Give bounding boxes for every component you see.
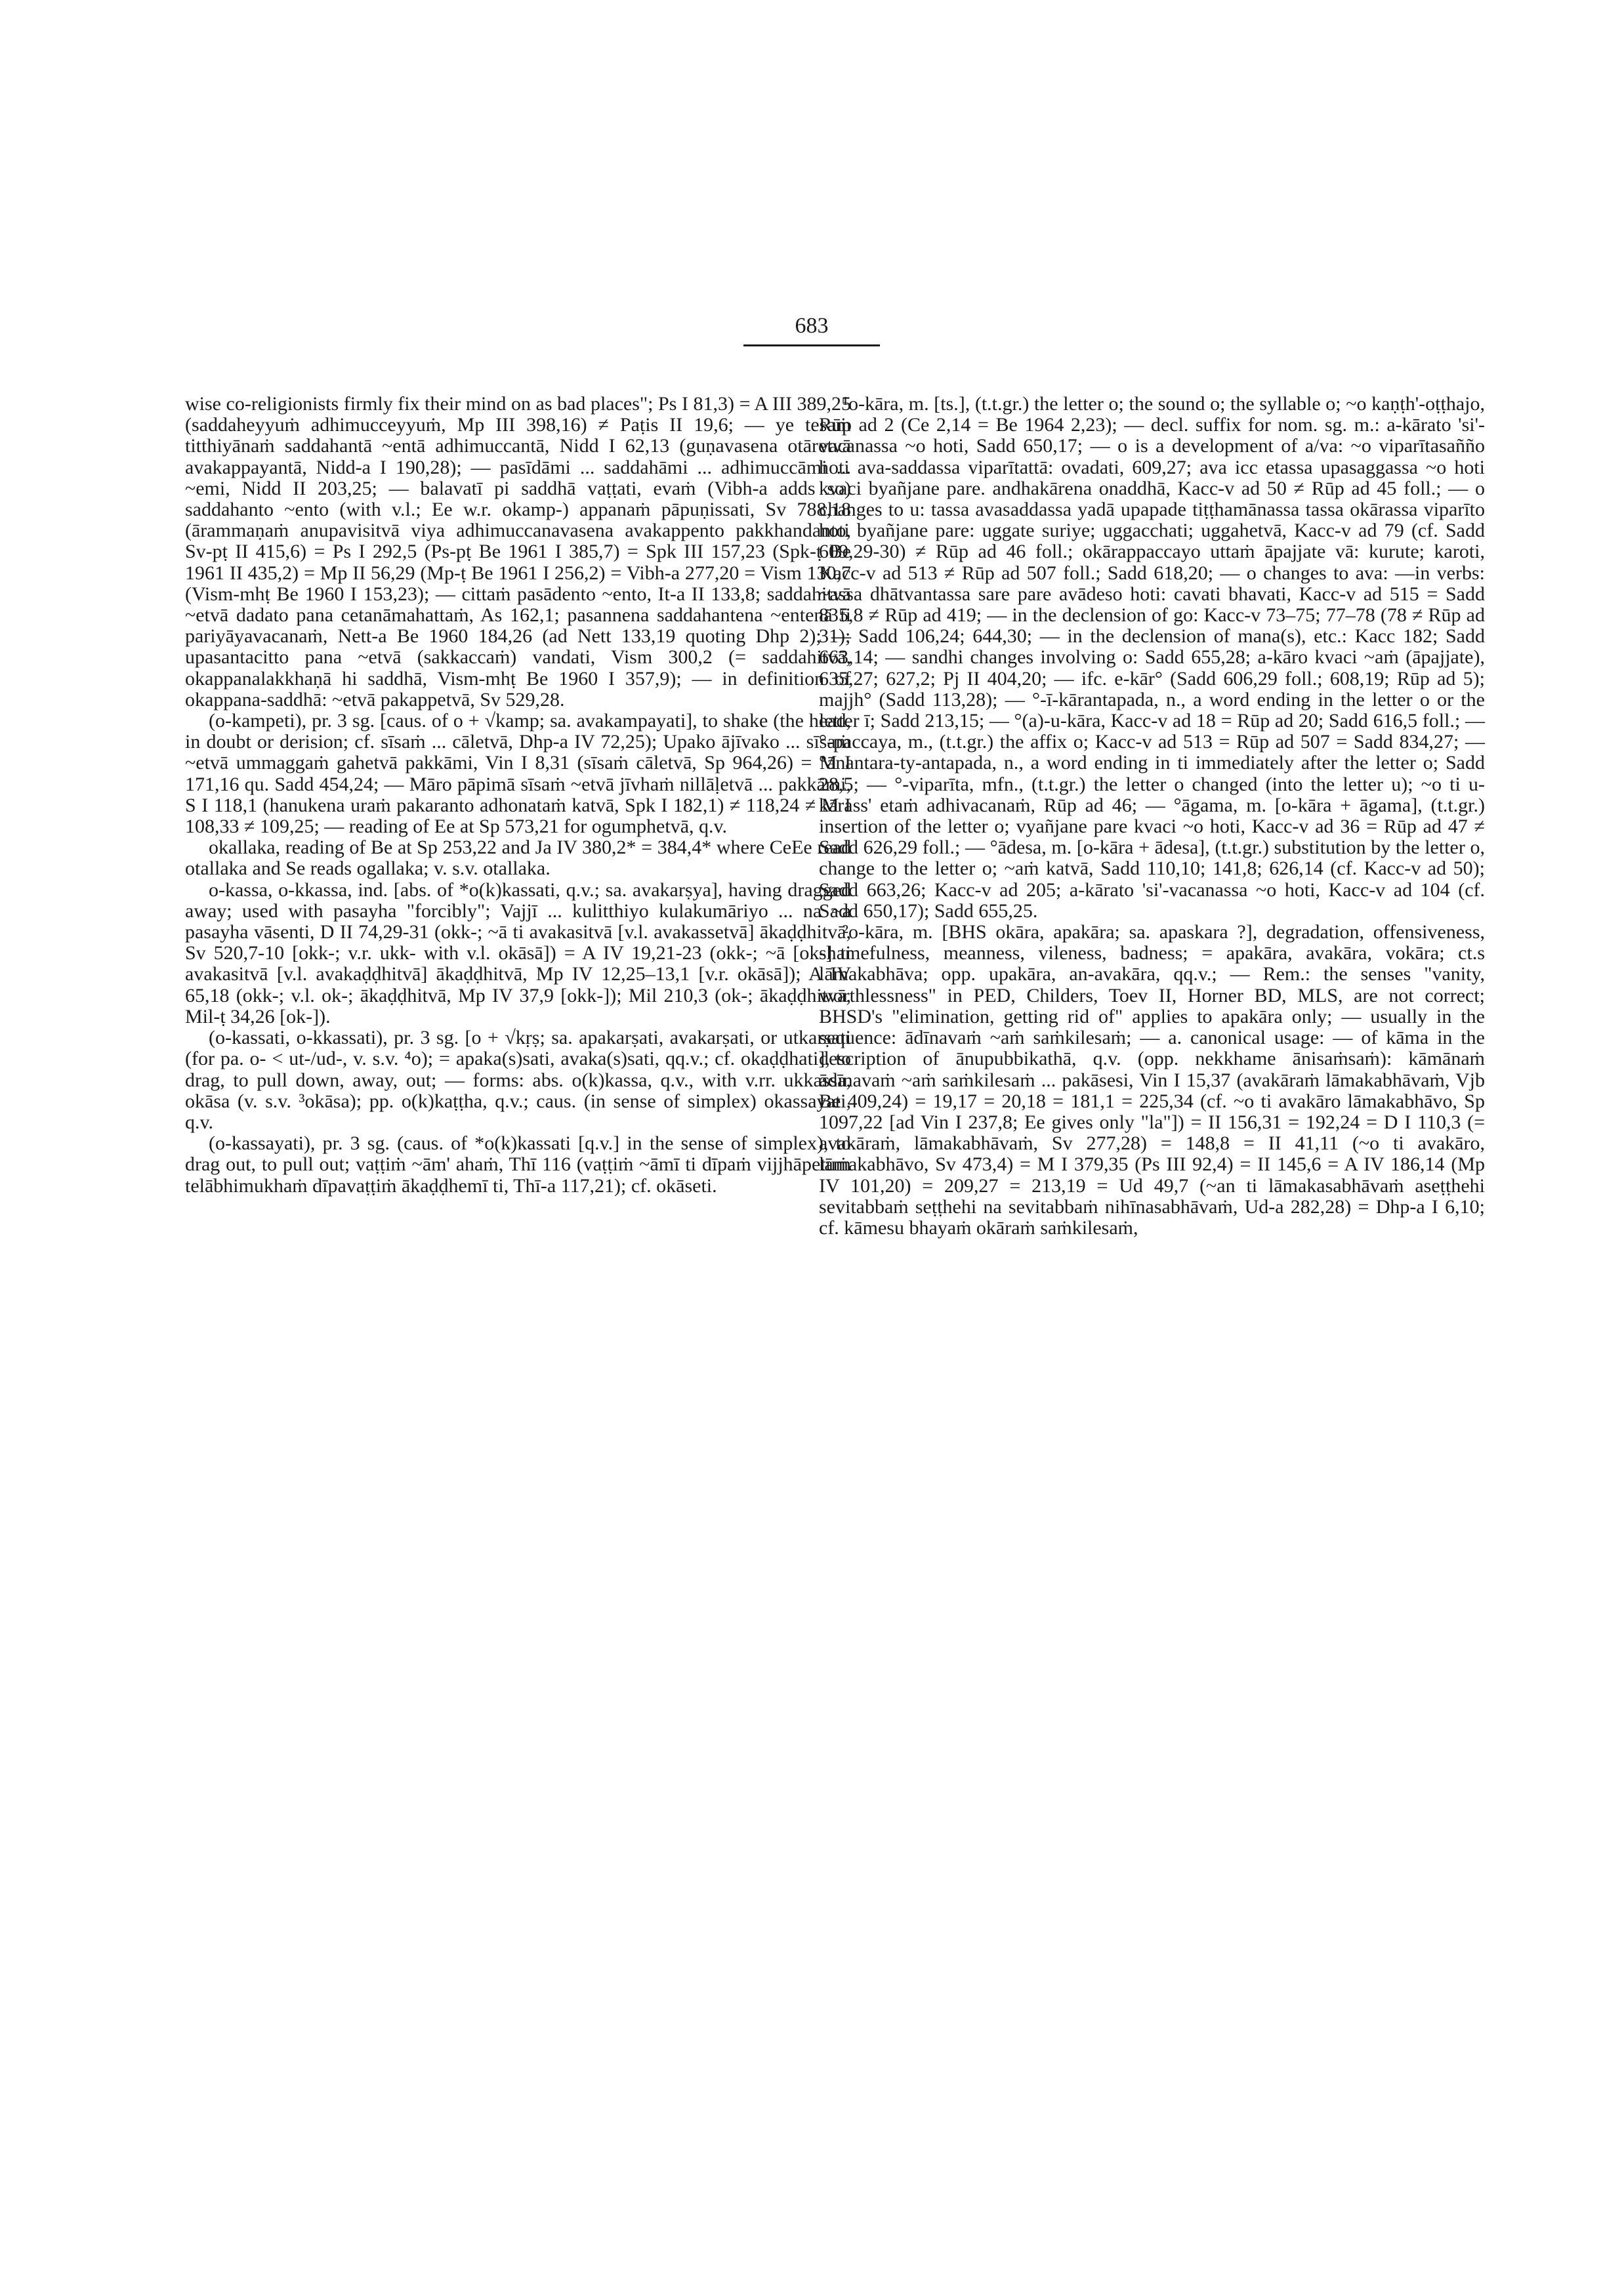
entry-okassayati: (o-kassayati), pr. 3 sg. (caus. of *o(k)kassati [q.v.] in the sense of simplex), to drag out, to pull out; vaṭṭiṁ ~ām' ahaṁ, Thī 116 (vaṭṭiṁ ~āmī ti dīpaṁ vijjhāpetuṁ telābhimukhaṁ dīpavaṭṭiṁ ākaḍḍhemī ti, Thī-a 117,21); cf. okāseti. — [185, 1132, 851, 1197]
entry-okassati: (o-kassati, o-kkassati), pr. 3 sg. [o + √kṛṣ; sa. apakarṣati, avakarṣati, or utkarṣati (for pa. o- < ut-/ud-, v. s.v. ⁴o); = apaka(s)sati, avaka(s)sati, qq.v.; cf. okaḍḍhati], to drag, to pull down, away, out; — forms: abs. o(k)kassa, q.v., with v.rr. ukkassa, okāsa (v. s.v. ³okāsa); pp. o(k)kaṭṭha, q.v.; caus. (in sense of simplex) okassayati, q.v. — [185, 1027, 851, 1133]
left-column — [185, 394, 851, 1197]
page-number: 683 — [795, 314, 829, 338]
entry-okara-1: ¹o-kāra, m. [ts.], (t.t.gr.) the letter o; the sound o; the syllable o; ~o kaṇṭh'-oṭṭhajo, Rūp ad 2 (Ce 2,14 = Be 1964 2,23); — decl. suffix for nom. sg. m.: a-kārato 'si'-vacanassa ~o hoti, Sadd 650,17; — o is a development of a/va: ~o viparītasañño hoti ava-saddassa viparītattā: ovadati, 609,27; ava icc etassa upasaggassa ~o hoti kvaci byañjane pare. andhakārena onaddhā, Kacc-v ad 50 ≠ Rūp ad 45 foll.; — o changes to u: tassa avasaddassa yadā upapade tiṭṭhamānassa tassa okārassa viparīto hoti byañjane pare: uggate suriye; uggacchati; uggahetvā, Kacc-v ad 79 (cf. Sadd 609,29-30) ≠ Rūp ad 46 foll.; okārappaccayo uttaṁ āpajjate vā: kurute; karoti, Kacc-v ad 513 ≠ Rūp ad 507 foll.; Sadd 618,20; — o changes to ava: —in verbs: ~assa dhātvantassa sare pare avādeso hoti: cavati bhavati, Kacc-v ad 515 = Sadd 835,8 ≠ Rūp ad 419; — in the declension of go: Kacc-v 73–75; 77–78 (78 ≠ Rūp ad 31); Sadd 106,24; 644,30; — in the declension of mana(s), etc.: Kacc 182; Sadd 663,14; — sandhi changes involving o: Sadd 655,28; a-kāro kvaci ~aṁ (āpajjate), 635,27; 627,2; Pj II 404,20; — ifc. e-kār° (Sadd 606,29 foll.; 608,19; Rūp ad 5); majjh° (Sadd 113,28); — °-ī-kārantapada, n., a word ending in the letter o or the letter ī; Sadd 213,15; — °(a)-u-kāra, Kacc-v ad 18 = Rūp ad 20; Sadd 616,5 foll.; — °-paccaya, m., (t.t.gr.) the affix o; Kacc-v ad 513 = Rūp ad 507 = Sadd 834,27; — °ānantara-ty-antapada, n., a word ending in ti immediately after the letter o; Sadd 28,5; — °-viparīta, mfn., (t.t.gr.) the letter o changed (into the letter u); ~o ti u-kārass' etaṁ adhivacanaṁ, Rūp ad 46; — °āgama, m. [o-kāra + āgama], (t.t.gr.) insertion of the letter o; vyañjane pare kvaci ~o hoti, Kacc-v ad 36 = Rūp ad 47 ≠ Sadd 626,29 foll.; — °ādesa, m. [o-kāra + ādesa], (t.t.gr.) substitution by the letter o, change to the letter o; ~aṁ katvā, Sadd 110,10; 141,8; 626,14 (cf. Kacc-v ad 50); Sadd 663,26; Kacc-v ad 205; a-kārato 'si'-vacanassa ~o hoti, Kacc-v ad 104 (cf. Sadd 650,17); Sadd 655,25. — [819, 393, 1485, 922]
entry-okassa: o-kassa, o-kkassa, ind. [abs. of *o(k)kassati, q.v.; sa. avakarṣya], having dragged away; used with pasayha "forcibly"; Vajjī ... kulitthiyo kulakumāriyo ... na ~a pasayha vāsenti, D II 74,29-31 (okk-; ~ā ti avakasitvā [v.l. avakassetvā] ākaḍḍhitvā, Sv 520,7-10 [okk-; v.r. ukk- with v.l. okāsā]) = A IV 19,21-23 (okk-; ~ā [ok-] ti avakasitvā [v.l. avakaḍḍhitvā] ākaḍḍhitvā, Mp IV 12,25–13,1 [v.r. okāsā]); A IV 65,18 (okk-; v.l. ok-; ākaḍḍhitvā, Mp IV 37,9 [okk-]); Mil 210,3 (ok-; ākaḍḍhitvā, Mil-ṭ 34,26 [ok-]). — [185, 879, 851, 1027]
entry-continuation-okappeti: wise co-religionists firmly fix their mind on as bad places"; Ps I 81,3) = A III 389,25 (saddaheyyuṁ adhimucceyyuṁ, Mp III 398,16) ≠ Paṭis II 19,6; — ye tesaṁ titthiyānaṁ saddahantā ~entā adhimuccantā, Nidd I 62,13 (guṇavasena otāretvā avakappayantā, Nidd-a I 190,28); — pasīdāmi ... saddahāmi ... adhimuccāmi ... ~emi, Nidd II 203,25; — balavatī pi saddhā vaṭṭati, evaṁ (Vibh-a adds so) saddahanto ~ento (with v.l.; Ee w.r. okamp-) appanaṁ pāpuṇissati, Sv 788,18 (ārammaṇaṁ anupavisitvā viya adhimuccanavasena avakappento pakkhandanto, Sv-pṭ II 415,6) = Ps I 292,5 (Ps-pṭ Be 1961 I 385,7) = Spk III 157,23 (Spk-ṭ Be 1961 II 435,2) = Mp II 56,29 (Mp-ṭ Be 1961 I 256,2) = Vibh-a 277,20 = Vism 130,7 (Vism-mhṭ Be 1960 I 153,23); — cittaṁ pasādento ~ento, It-a II 133,8; saddahitvā ~etvā dadato pana cetanāmahattaṁ, As 162,1; pasannena saddahantena ~entenā ti pariyāyavacanaṁ, Nett-a Be 1960 184,26 (ad Nett 133,19 quoting Dhp 2); — upasantacitto pana ~etvā (sakkaccaṁ) vandati, Vism 300,2 (= saddahitvā, okappanalakkhaṇā hi saddhā, Vism-mhṭ Be 1960 I 357,9); — in definition of okappana-saddhā: ~etvā pakappetvā, Sv 529,28. — [185, 393, 851, 711]
entry-okampeti: (o-kampeti), pr. 3 sg. [caus. of o + √kamp; sa. avakampayati], to shake (the head, in doubt or derision; cf. sīsaṁ ... cāletvā, Dhp-a IV 72,25); Upako ājīvako ... sīsaṁ ~etvā ummaggaṁ gahetvā pakkāmi, Vin I 8,31 (sīsaṁ cāletvā, Sp 964,26) = M I 171,16 qu. Sadd 454,24; — Māro pāpimā sīsaṁ ~etvā jīvhaṁ nillāḷetvā ... pakkāmi, S I 118,1 (hanukena uraṁ pakaranto adhonataṁ katvā, Spk I 182,1) ≠ 118,24 ≠ M I 108,33 ≠ 109,25; — reading of Ee at Sp 573,21 for ogumphetvā, q.v. — [185, 710, 851, 838]
right-column — [819, 394, 1485, 1239]
page-number-rule — [743, 344, 880, 346]
entry-okallaka: okallaka, reading of Be at Sp 253,22 and Ja IV 380,2* = 384,4* where CeEe read otallaka and Se reads ogallaka; v. s.v. otallaka. — [185, 837, 851, 880]
entry-okara-2: ²o-kāra, m. [BHS okāra, apakāra; sa. apaskara ?], degradation, offensiveness, shamefulness, meanness, vileness, badness; = apakāra, avakāra, vokāra; ct.s lāmakabhāva; opp. upakāra, an-avakāra, qq.v.; — Rem.: the senses "vanity, worthlessness" in PED, Childers, Toev II, Horner BD, MLS, are not correct; BHSD's "elimination, getting rid of" applies to apakāra only; — usually in the sequence: ādīnavaṁ ~aṁ saṁkilesaṁ; — a. canonical usage: — of kāma in the description of ānupubbikathā, q.v. (opp. nekkhame ānisaṁsaṁ): kāmānaṁ ādīnavaṁ ~aṁ saṁkilesaṁ ... pakāsesi, Vin I 15,37 (avakāraṁ lāmakabhāvaṁ, Vjb Be 409,24) = 19,17 = 20,18 = 181,1 = 225,34 (cf. ~o ti avakāro lāmakabhāvo, Sp 1097,22 [ad Vin I 237,8; Ee gives only "la"]) = II 156,31 = 192,24 = D I 110,3 (= avakāraṁ, lāmakabhāvaṁ, Sv 277,28) = 148,8 = II 41,11 (~o ti avakāro, lāmakabhāvo, Sv 473,4) = M I 379,35 (Ps III 92,4) = II 145,6 = A IV 186,14 (Mp IV 101,20) = 209,27 = 213,19 = Ud 49,7 (~an ti lāmakasabhāvaṁ aseṭṭhehi sevitabbaṁ seṭṭhehi na sevitabbaṁ nihīnasabhāvaṁ, Ud-a 282,28) = Dhp-a I 6,10; cf. kāmesu bhayaṁ okāraṁ saṁkilesaṁ, — [819, 921, 1485, 1239]
